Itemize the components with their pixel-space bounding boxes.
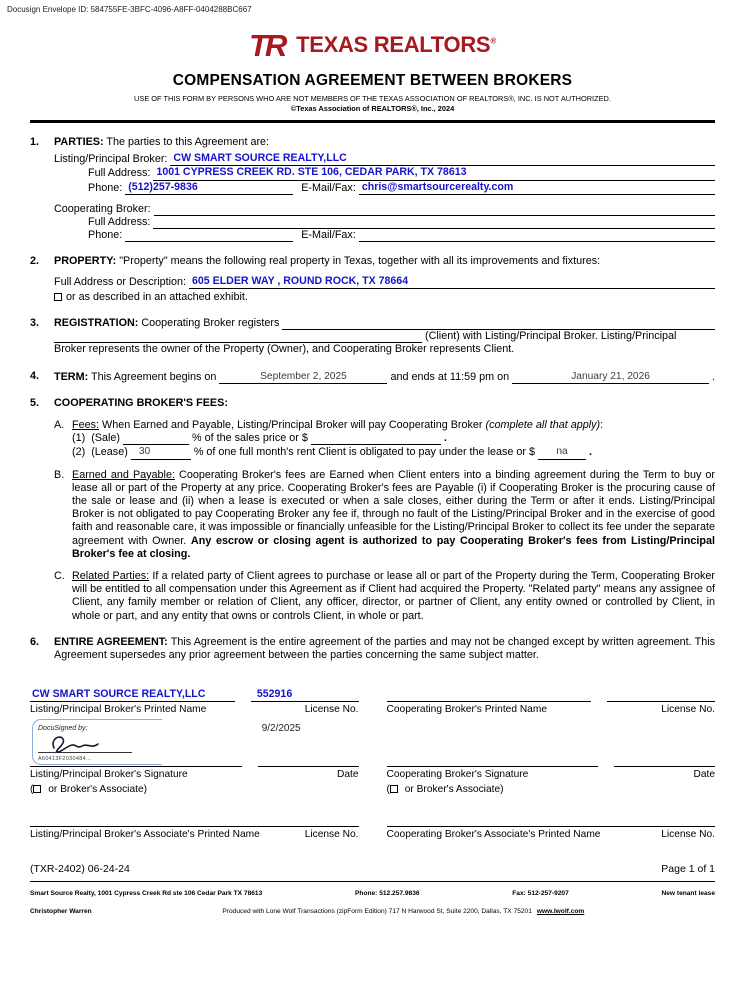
section-number: 5. <box>30 396 40 409</box>
footer-rule <box>30 881 715 882</box>
section-intro: The parties to this Agreement are: <box>106 136 270 148</box>
signature-label: Cooperating Broker's Signature <box>386 768 529 780</box>
related-parties-text: If a related party of Client agrees to purchase or lease all or part of the Property during the Term, Cooperating Broker will be entitled to all compensation under this Agreement as if Client had acquired the Property. "Related party" means any assignee of Client, any family member or relation of Client, any officer, director, or partner of Client, any entity owned or controlled by Client, in whole or part, and any entity that owns or controls Client, in whole or part. <box>72 570 715 622</box>
fees-sale-row <box>72 432 715 445</box>
office-info: Smart Source Realty, 1001 Cypress Creek Rd ste 106 Cedar Park TX 78613 <box>30 890 263 898</box>
listing-signature-field[interactable] <box>30 719 242 767</box>
full-address-label: Full Address: <box>88 167 151 180</box>
listing-broker-row <box>54 152 715 166</box>
coop-full-address-label: Full Address: <box>88 216 151 229</box>
listing-broker-name-value: CW SMART SOURCE REALTY,LLC <box>173 152 347 165</box>
section-registration <box>30 317 715 357</box>
coop-associate-option <box>387 783 716 796</box>
sub-letter: B. <box>54 468 65 481</box>
term-begin-date-field[interactable] <box>219 370 387 384</box>
term-row <box>54 370 715 384</box>
produced-text: Produced with Lone Wolf Transactions (zipForm Edition) 717 N Harwood St, Suite 2200, Dallas, TX 75201 <box>222 907 532 915</box>
sale-percent-field[interactable] <box>123 432 189 445</box>
lease-mid: % of one full month's rent Client is obligated to pay under the lease or $ <box>193 446 535 459</box>
section-number: 4. <box>30 369 40 382</box>
section-fees <box>30 397 715 623</box>
form-code: (TXR-2402) 06-24-24 <box>30 863 130 876</box>
fees-sub-b <box>54 469 715 561</box>
fees-lease-row <box>72 445 715 459</box>
lease-percent-value: 30 <box>138 446 151 458</box>
listing-date-value: 9/2/2025 <box>261 722 301 734</box>
section-intro: "Property" means the following real property in Texas, together with all its improvements and fixtures: <box>119 255 601 268</box>
cooperating-associate-name-field[interactable] <box>387 811 716 827</box>
lease-prefix: (2) (Lease) <box>72 446 128 459</box>
listing-printed-name-row <box>30 686 359 702</box>
parties-intro-line <box>54 136 715 149</box>
texas-realtors-logo-icon <box>249 30 289 60</box>
registered-mark: ® <box>490 36 496 46</box>
footer-produced-row <box>30 905 715 918</box>
exhibit-checkbox[interactable] <box>54 293 62 301</box>
section-heading: REGISTRATION: <box>54 317 139 330</box>
listing-broker-address-field[interactable] <box>153 166 715 180</box>
svg-text:R: R <box>265 30 288 60</box>
coop-printed-name-labels <box>387 703 716 716</box>
earned-payable-text: Cooperating Broker's fees are Earned when Client enters into a binding agreement during the Term to buy or lease all or part of the Property at any price. Cooperating Broker's fees are Payable (i) if Cooperating Broker is the procuring cause of the sale or lease and (ii) when a lease is executed or when a sale closes, either during the Term or after it ends. Listing/Principal Broker is not obligated to pay Cooperating Broker any fee if, through no fault of the Listing/Principal Broker and in the exercise of good faith and reasonable care, it was impossible or financially unfeasible for the Listing/Principal Broker to collect its fee under the separate agreement with Owner. <box>72 468 716 547</box>
fees-a-text: When Earned and Payable, Listing/Principal Broker will pay Cooperating Broker <box>102 419 483 432</box>
sale-amount-field[interactable] <box>311 432 441 445</box>
listing-date-field[interactable] <box>258 719 359 767</box>
term-begin-date-value: September 2, 2025 <box>260 370 347 382</box>
license-no-label: License No. <box>304 828 359 840</box>
lease-end: . <box>588 446 592 459</box>
cooperating-broker-phone-field[interactable] <box>125 229 293 242</box>
coop-email-fax-label: E-Mail/Fax: <box>301 229 356 242</box>
header-rule <box>30 120 715 123</box>
listing-broker-address-value: 1001 CYPRESS CREEK RD. STE 106, CEDAR PARK, TX 78613 <box>156 166 467 179</box>
listing-broker-email-field[interactable] <box>359 181 715 195</box>
listing-broker-phone-field[interactable] <box>125 181 293 195</box>
sub-letter: A. <box>54 419 65 432</box>
term-end-date-field[interactable] <box>512 370 709 384</box>
docusign-envelope-id: Docusign Envelope ID: 584755FE-3BFC-4096-A8FF-0404288BC667 <box>7 5 252 14</box>
sale-prefix: (1) (Sale) <box>72 432 120 445</box>
listing-address-row <box>54 166 715 180</box>
license-no-label: License No. <box>661 828 715 840</box>
section-heading: COOPERATING BROKER'S FEES: <box>54 396 228 409</box>
listing-broker-label: Listing/Principal Broker: <box>54 153 168 166</box>
license-no-label: License No. <box>661 704 715 716</box>
listing-associate-option <box>30 783 359 796</box>
cooperating-license-field[interactable] <box>607 701 715 702</box>
listing-broker-phone-value: (512)257-9836 <box>128 180 198 193</box>
entire-agreement-paragraph <box>54 636 715 662</box>
listing-signature-labels <box>30 768 359 781</box>
registration-line3: Broker represents the owner of the Property (Owner), and Cooperating Broker represents Client. <box>54 343 515 356</box>
section-number: 3. <box>30 317 40 330</box>
brand-name <box>296 32 496 58</box>
fees-sub-a <box>54 419 715 460</box>
listing-broker-email-value: chris@smartsourcerealty.com <box>361 180 514 193</box>
listing-associate-name-field[interactable] <box>30 811 359 827</box>
coop-broker-label: Cooperating Broker: <box>54 202 151 215</box>
registration-line1 <box>54 317 715 330</box>
signature-section <box>30 686 715 841</box>
footer-office-row <box>30 887 715 900</box>
coop-associate-labels <box>387 828 716 841</box>
agent-name: Christopher Warren <box>30 907 92 915</box>
docusign-id: A60413F2030484... <box>38 755 92 762</box>
property-address-row <box>54 275 715 289</box>
property-address-field[interactable] <box>189 275 715 289</box>
associate-name-label: Listing/Principal Broker's Associate's Printed Name <box>30 828 260 840</box>
docusign-caption: DocuSigned by: <box>38 724 88 732</box>
date-label: Date <box>336 768 359 780</box>
property-address-label: Full Address or Description: <box>54 275 187 288</box>
lease-amount-value: na <box>556 446 568 458</box>
sale-mid: % of the sales price or $ <box>192 432 308 445</box>
paren-open: ( <box>386 783 390 795</box>
property-intro-line <box>54 255 715 268</box>
coop-printed-name-row <box>387 686 716 702</box>
begins-text: This Agreement begins on <box>91 370 217 383</box>
coop-phone-row <box>54 229 715 242</box>
listing-broker-signature-block <box>30 686 359 841</box>
section-heading: TERM: <box>54 370 89 383</box>
coop-address-row <box>54 216 715 229</box>
listing-broker-name-field[interactable] <box>170 152 715 166</box>
listing-phone-row <box>54 181 715 195</box>
svg-text:T: T <box>249 30 269 60</box>
exhibit-label: or as described in an attached exhibit. <box>66 290 248 303</box>
listing-printed-name-value: CW SMART SOURCE REALTY,LLC <box>32 688 206 701</box>
lease-amount-field[interactable] <box>538 445 586 459</box>
section-entire-agreement <box>30 636 715 662</box>
ends-text: and ends at 11:59 pm on <box>390 370 510 383</box>
brand-name-text: TEXAS REALTORS <box>296 32 491 57</box>
email-fax-label: E-Mail/Fax: <box>301 181 356 194</box>
section-term <box>30 370 715 384</box>
entire-agreement-text: This Agreement is the entire agreement of the parties and may not be changed except by written agreement. This Agreement supersedes any prior agreement between the parties concerning the same subject matter. <box>54 635 715 662</box>
sub-heading: Related Parties: <box>72 570 150 583</box>
section-heading: ENTIRE AGREEMENT: <box>54 635 168 648</box>
listing-printed-name-labels <box>30 703 359 716</box>
term-period: . <box>712 370 715 383</box>
form-title: COMPENSATION AGREEMENT BETWEEN BROKERS <box>172 72 573 89</box>
transaction-ref: New tenant lease <box>661 890 715 898</box>
signature-label: Listing/Principal Broker's Signature <box>30 768 188 780</box>
cooperating-broker-name-field[interactable] <box>154 203 715 216</box>
coop-broker-row <box>54 203 715 216</box>
produced-with <box>92 905 715 918</box>
section-parties <box>30 136 715 242</box>
related-parties-paragraph <box>72 570 715 623</box>
registration-client-field-line1[interactable] <box>282 317 715 330</box>
associate-option-label: or Broker's Associate) <box>45 783 147 795</box>
office-phone: Phone: 512.257.9836 <box>355 890 420 898</box>
registration-line2 <box>54 330 715 343</box>
cooperating-printed-name-field[interactable] <box>387 701 592 702</box>
term-end-date-value: January 21, 2026 <box>571 370 650 382</box>
listing-signature-row <box>30 719 359 767</box>
docusign-stamp <box>32 719 162 765</box>
cooperating-broker-signature-block <box>387 686 716 841</box>
phone-label: Phone: <box>88 181 123 194</box>
section-number: 6. <box>30 635 40 648</box>
section-heading: PARTIES: <box>54 136 104 148</box>
listing-printed-name-field[interactable] <box>30 688 235 702</box>
sub-heading: Fees: <box>72 419 100 432</box>
date-label: Date <box>693 768 715 780</box>
associate-option-label: or Broker's Associate) <box>401 783 504 795</box>
listing-license-field[interactable] <box>251 688 359 702</box>
office-fax: Fax: 512-257-9207 <box>512 890 569 898</box>
fees-a-colon: : <box>600 419 604 432</box>
registers-text: Cooperating Broker registers <box>141 317 280 330</box>
cooperating-broker-email-field[interactable] <box>359 229 715 242</box>
earned-payable-bold: Any escrow or closing agent is authorized to pay Cooperating Broker's fees from Listing/Principal Broker's fee at closing. <box>72 534 716 560</box>
license-no-label: License No. <box>304 704 359 716</box>
listing-license-value: 552916 <box>256 688 293 701</box>
listing-associate-checkbox[interactable] <box>33 785 41 793</box>
coop-signature-labels <box>387 768 716 781</box>
property-address-value: 605 ELDER WAY , ROUND ROCK, TX 78664 <box>192 274 409 287</box>
coop-phone-label: Phone: <box>88 229 123 242</box>
cooperating-associate-checkbox[interactable] <box>390 785 398 793</box>
registration-client-field-line2[interactable] <box>54 330 422 343</box>
exhibit-row <box>54 291 715 304</box>
paren-open: ( <box>30 783 34 795</box>
section-number: 2. <box>30 255 40 268</box>
listing-associate-labels <box>30 828 359 841</box>
page-number: Page 1 of 1 <box>661 863 715 876</box>
coop-signature-row <box>387 719 716 767</box>
sub-heading: Earned and Payable: <box>72 468 175 481</box>
sub-letter: C. <box>54 570 65 583</box>
copyright-line: ©Texas Association of REALTORS®, Inc., 2024 <box>290 104 455 113</box>
section-property <box>30 255 715 304</box>
printed-name-label: Listing/Principal Broker's Printed Name <box>30 704 207 716</box>
cooperating-signature-field[interactable] <box>387 719 599 767</box>
fees-a-intro <box>72 419 715 432</box>
section-number: 1. <box>30 136 40 148</box>
footer-form-row <box>30 863 715 876</box>
sale-end: . <box>443 432 447 445</box>
cooperating-date-field[interactable] <box>614 719 715 767</box>
section-heading: PROPERTY: <box>54 255 117 268</box>
fees-a-italic: (complete all that apply) <box>485 419 601 432</box>
earned-payable-paragraph <box>72 469 715 561</box>
printed-name-label: Cooperating Broker's Printed Name <box>386 704 547 716</box>
usage-notice: USE OF THIS FORM BY PERSONS WHO ARE NOT MEMBERS OF THE TEXAS ASSOCIATION OF REALTORS®, INC. IS NOT AUTHORIZED. <box>134 94 611 103</box>
client-text: (Client) with Listing/Principal Broker. Listing/Principal <box>425 330 677 343</box>
lwolf-link[interactable]: www.lwolf.com <box>536 907 585 915</box>
form-body <box>0 120 745 918</box>
lease-percent-field[interactable] <box>131 445 191 459</box>
cooperating-broker-address-field[interactable] <box>153 216 715 229</box>
associate-name-label: Cooperating Broker's Associate's Printed Name <box>386 828 601 840</box>
fees-sub-c <box>54 570 715 623</box>
